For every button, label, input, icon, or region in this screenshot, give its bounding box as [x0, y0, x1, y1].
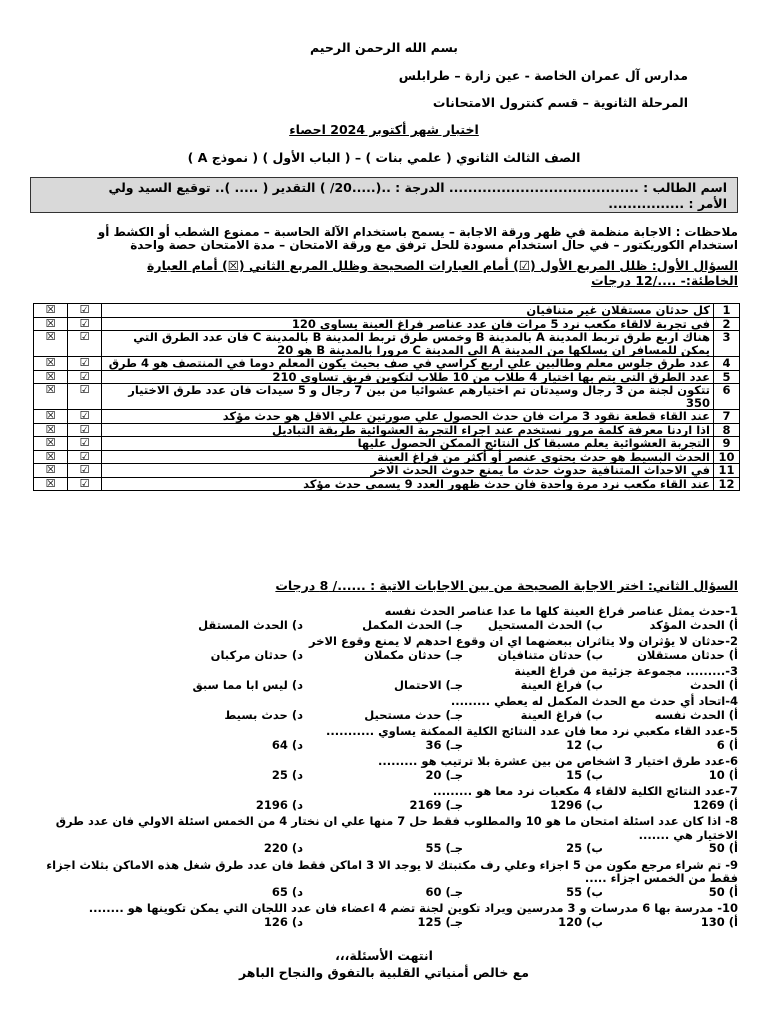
tf-row-statement: كل حدثان مستقلان غير متنافيان	[102, 304, 714, 318]
mcq-option-b[interactable]: ب) الحدث المستحيل	[487, 617, 603, 632]
mcq-options	[30, 709, 738, 723]
mcq-option-c[interactable]: جـ) الاحتمال	[394, 677, 463, 692]
mcq-item	[30, 859, 738, 900]
mcq-question: 8- اذا كان عدد اسئلة امتحان ما هو 10 والمطلوب فقط حل 7 منها علي ان نختار 4 من الخمس اسئلة الاولي فان عدد طرق الاختيار هي .......	[55, 814, 738, 842]
mcq-option-a[interactable]: أ) الحدث	[690, 677, 738, 692]
false-checkbox-icon[interactable]: ☒	[34, 331, 68, 357]
tf-row	[34, 477, 740, 491]
tf-row-number: 11	[714, 464, 740, 478]
department: المرحلة الثانوية – قسم كنترول الامتحانات	[432, 95, 688, 110]
false-checkbox-icon[interactable]: ☒	[34, 423, 68, 437]
mcq-option-a[interactable]: أ) 10	[708, 767, 738, 782]
tf-row	[34, 437, 740, 451]
mcq-item	[30, 755, 738, 782]
exam-title: اختبار شهر أكتوبر 2024 احصاء	[289, 122, 479, 137]
tf-row-statement: في تجربة لالقاء مكعب نرد 5 مرات فان عدد عناصر فراغ العينة يساوي 120	[102, 317, 714, 331]
mcq-option-d[interactable]: د) ليس ابا مما سبق	[192, 677, 303, 692]
tf-row	[34, 357, 740, 371]
mcq-question: 2-حدثان لا يؤثران ولا يتاثران ببعضهما اي ان وقوع احدهم لا يمنع وقوع الاخر	[309, 634, 738, 648]
mcq-item	[30, 815, 738, 856]
false-checkbox-icon[interactable]: ☒	[34, 464, 68, 478]
false-checkbox-icon[interactable]: ☒	[34, 437, 68, 451]
mcq-item	[30, 785, 738, 812]
mcq-question: 9- تم شراء مرجع مكون من 5 اجزاء وعلي رف مكتبتك لا يوجد الا 3 اماكن فقط فان عدد طرق شغل هذه الاماكن بثلاث اجزاء فقط من الخمس اجزاء .....	[46, 857, 738, 885]
true-checkbox-icon[interactable]: ☑	[68, 477, 102, 491]
mcq-question: 3-......... مجموعة جزئية من فراغ العينة	[514, 664, 738, 678]
mcq-option-d[interactable]: د) حدثان مركبان	[210, 647, 303, 662]
mcq-option-d[interactable]: د) 220	[263, 841, 303, 855]
mcq-options	[30, 649, 738, 663]
true-checkbox-icon[interactable]: ☑	[68, 357, 102, 371]
notes-line1: ملاحظات : الاجابة منظمة في ظهر ورقة الاجابة – يسمح باستخدام الآلة الحاسبة – ممنوع الشطب أو الكشط أو	[97, 225, 738, 239]
tf-row-statement: في الاحداث المتنافية حدوث حدث ما يمنع حدوث الحدث الاخر	[102, 464, 714, 478]
tf-row-number: 12	[714, 477, 740, 491]
mcq-options	[30, 739, 738, 753]
mcq-option-d[interactable]: د) 64	[271, 737, 303, 752]
mcq-option-d[interactable]: د) 126	[263, 914, 303, 929]
basmala: بسم الله الرحمن الرحيم	[310, 40, 458, 55]
true-checkbox-icon[interactable]: ☑	[68, 450, 102, 464]
mcq-option-c[interactable]: جـ) حدثان مكملان	[364, 647, 463, 662]
mcq-list	[30, 605, 738, 932]
true-checkbox-icon[interactable]: ☑	[68, 384, 102, 410]
q2-title: السؤال الثاني: اختر الاجابة الصحيحة من بين الاجابات الاتية : ....../ 8 درجات	[275, 578, 738, 593]
mcq-option-a[interactable]: أ) حدثان مستقلان	[637, 647, 738, 662]
false-checkbox-icon[interactable]: ☒	[34, 304, 68, 318]
mcq-question: 1-حدث يمثل عناصر فراغ العينة كلها ما عدا عناصر الحدث نفسه	[384, 604, 738, 618]
false-checkbox-icon[interactable]: ☒	[34, 370, 68, 384]
mcq-option-d[interactable]: د) 2196	[255, 797, 303, 812]
tf-row-statement: عدد الطرق التي يتم بها اختيار 4 طلاب من 10 طلاب لتكوين فريق تساوي 210	[102, 370, 714, 384]
notes	[30, 226, 738, 252]
false-checkbox-icon[interactable]: ☒	[34, 357, 68, 371]
tf-row-number: 6	[714, 384, 740, 410]
mcq-item	[30, 605, 738, 632]
tf-row-number: 1	[714, 304, 740, 318]
mcq-option-a[interactable]: أ) 130	[700, 914, 738, 929]
tf-row-number: 10	[714, 450, 740, 464]
mcq-options	[30, 679, 738, 693]
tf-row-number: 7	[714, 410, 740, 424]
tf-row-number: 4	[714, 357, 740, 371]
mcq-options	[30, 769, 738, 783]
tf-row	[34, 410, 740, 424]
mcq-option-a[interactable]: أ) 50	[708, 841, 738, 855]
mcq-option-c[interactable]: جـ) 36	[425, 737, 463, 752]
mcq-option-c[interactable]: جـ) 20	[425, 767, 463, 782]
true-checkbox-icon[interactable]: ☑	[68, 464, 102, 478]
mcq-option-b[interactable]: ب) فراغ العينة	[520, 677, 603, 692]
mcq-option-b[interactable]: ب) 55	[566, 884, 603, 899]
tf-row	[34, 304, 740, 318]
closing-wish: مع خالص أمنياتي القلبية بالتفوق والنجاح الباهر	[239, 965, 529, 980]
tf-row-statement: التجربة العشوائية يعلم مسبقا كل النتائج الممكن الحصول عليها	[102, 437, 714, 451]
true-checkbox-icon[interactable]: ☑	[68, 410, 102, 424]
tf-row	[34, 331, 740, 357]
mcq-option-d[interactable]: د) الحدث المستقل	[198, 617, 303, 632]
true-checkbox-icon[interactable]: ☑	[68, 304, 102, 318]
mcq-question: 6-عدد طرق اختيار 3 اشخاص من بين عشرة بلا ترتيب هو .........	[378, 754, 738, 768]
mcq-item	[30, 635, 738, 662]
mcq-option-c[interactable]: جـ) 125	[417, 914, 463, 929]
tf-row-statement: الحدث البسيط هو حدث يحتوي عنصر أو أكثر من فراغ العينة	[102, 450, 714, 464]
tf-row	[34, 370, 740, 384]
mcq-item	[30, 665, 738, 692]
mcq-option-b[interactable]: ب) 1296	[550, 797, 603, 812]
false-checkbox-icon[interactable]: ☒	[34, 477, 68, 491]
mcq-option-b[interactable]: ب) حدثان متنافيان	[497, 647, 603, 662]
mcq-options	[30, 916, 738, 930]
end-note: انتهت الأسئلة،،،	[335, 948, 433, 963]
tf-row-statement: اذا اردنا معرفة كلمة مرور نستخدم عند اجراء التجربة العشوائية طريقة التباديل	[102, 423, 714, 437]
tf-row	[34, 464, 740, 478]
tf-row-number: 5	[714, 370, 740, 384]
mcq-option-b[interactable]: ب) 12	[566, 737, 603, 752]
mcq-option-b[interactable]: ب) 25	[566, 841, 603, 855]
student-info-line2: الأمر : ................	[608, 196, 727, 211]
class-line: الصف الثالث الثانوي ( علمي بنات ) – ( الباب الأول ) ( نموذج A )	[187, 150, 581, 165]
tf-row-number: 3	[714, 331, 740, 357]
tf-row-statement: عند القاء قطعة نقود 3 مرات فان حدث الحصول علي صورتين علي الاقل هو حدث مؤكد	[102, 410, 714, 424]
tf-row-number: 8	[714, 423, 740, 437]
true-false-table	[33, 303, 740, 491]
mcq-options	[30, 886, 738, 900]
mcq-option-a[interactable]: أ) 50	[708, 884, 738, 899]
mcq-options	[30, 799, 738, 813]
tf-row-statement: عدد طرق جلوس معلم وطالبين علي اربع كراسي في صف بحيث يكون المعلم دوما في المنتصف هو 4 طرق	[102, 357, 714, 371]
mcq-option-b[interactable]: ب) 120	[558, 914, 603, 929]
mcq-option-b[interactable]: ب) فراغ العينة	[520, 707, 603, 722]
mcq-question: 7-عدد النتائج الكلية لالقاء 4 مكعبات نرد معا هو .........	[432, 784, 738, 798]
mcq-question: 5-عدد القاء مكعبي نرد معا فان عدد النتائج الكلية الممكنة يساوي ...........	[326, 724, 738, 738]
true-checkbox-icon[interactable]: ☑	[68, 437, 102, 451]
mcq-option-b[interactable]: ب) 15	[566, 767, 603, 782]
mcq-question: 10- مدرسة بها 6 مدرسات و 3 مدرسين ويراد تكوين لجنة تضم 4 اعضاء فان عدد اللجان التي يمكن تكوينها هو ........	[88, 901, 738, 915]
false-checkbox-icon[interactable]: ☒	[34, 317, 68, 331]
mcq-option-d[interactable]: د) حدث بسيط	[224, 707, 303, 722]
tf-row	[34, 317, 740, 331]
tf-row-number: 9	[714, 437, 740, 451]
mcq-item	[30, 902, 738, 929]
tf-row	[34, 450, 740, 464]
true-checkbox-icon[interactable]: ☑	[68, 370, 102, 384]
true-checkbox-icon[interactable]: ☑	[68, 317, 102, 331]
mcq-option-a[interactable]: أ) 6	[716, 737, 738, 752]
tf-row	[34, 384, 740, 410]
mcq-item	[30, 695, 738, 722]
mcq-option-a[interactable]: أ) الحدث نفسه	[654, 707, 738, 722]
false-checkbox-icon[interactable]: ☒	[34, 410, 68, 424]
school-name: مدارس آل عمران الخاصة - عين زارة – طرابلس	[398, 68, 688, 83]
tf-row-statement: هناك اربع طرق تربط المدينة A بالمدينة B وخمس طرق تربط المدينة B بالمدينة C فان عدد الطرق التي يمكن للمسافر ان يسلكها من المدينة A الي المدينة C مرورا بالمدينة B هو 20	[102, 331, 714, 357]
tf-row-statement: تتكون لجنة من 3 رجال وسيدتان تم اختيارهم عشوائيا من بين 7 رجال و 5 سيدات فان عدد طرق الاختيار 350	[102, 384, 714, 410]
mcq-options	[30, 619, 738, 633]
mcq-item	[30, 725, 738, 752]
mcq-option-c[interactable]: جـ) حدث مستحيل	[364, 707, 463, 722]
mcq-option-d[interactable]: د) 25	[271, 767, 303, 782]
tf-row-statement: عند القاء مكعب نرد مرة واحدة فان حدث ظهور العدد 9 يسمي حدث مؤكد	[102, 477, 714, 491]
q1-title-line1: السؤال الأول: ظلل المربع الأول (☑) أمام العبارات الصحيحة وظلل المربع الثاني (☒) أمام العبارة	[147, 258, 738, 273]
mcq-option-d[interactable]: د) 65	[271, 884, 303, 899]
mcq-option-c[interactable]: جـ) 2169	[409, 797, 463, 812]
tf-row-number: 2	[714, 317, 740, 331]
mcq-question: 4-اتحاد أي حدث مع الحدث المكمل له يعطي .........	[450, 694, 738, 708]
student-info-box	[30, 177, 738, 213]
student-info-line1: اسم الطالب : ........................................ الدرجة : ..(.....20/ ) التقدير ( ..... ).. توقيع السيد ولي	[108, 180, 727, 195]
mcq-option-a[interactable]: أ) 1269	[692, 797, 738, 812]
mcq-option-c[interactable]: جـ) 55	[425, 841, 463, 855]
mcq-option-c[interactable]: جـ) الحدث المكمل	[362, 617, 463, 632]
q1-title	[30, 258, 738, 288]
mcq-option-c[interactable]: جـ) 60	[425, 884, 463, 899]
false-checkbox-icon[interactable]: ☒	[34, 450, 68, 464]
false-checkbox-icon[interactable]: ☒	[34, 384, 68, 410]
mcq-option-a[interactable]: أ) الحدث المؤكد	[649, 617, 738, 632]
q1-title-line2: الخاطئة:- ..../12 درجات	[591, 273, 738, 288]
tf-row	[34, 423, 740, 437]
true-checkbox-icon[interactable]: ☑	[68, 423, 102, 437]
mcq-options	[30, 842, 738, 856]
notes-line2: استخدام الكوريكتور – في حال استخدام مسودة للحل ترفق مع ورقة الامتحان – مدة الامتحان حصة واحدة	[130, 238, 738, 252]
true-checkbox-icon[interactable]: ☑	[68, 331, 102, 357]
